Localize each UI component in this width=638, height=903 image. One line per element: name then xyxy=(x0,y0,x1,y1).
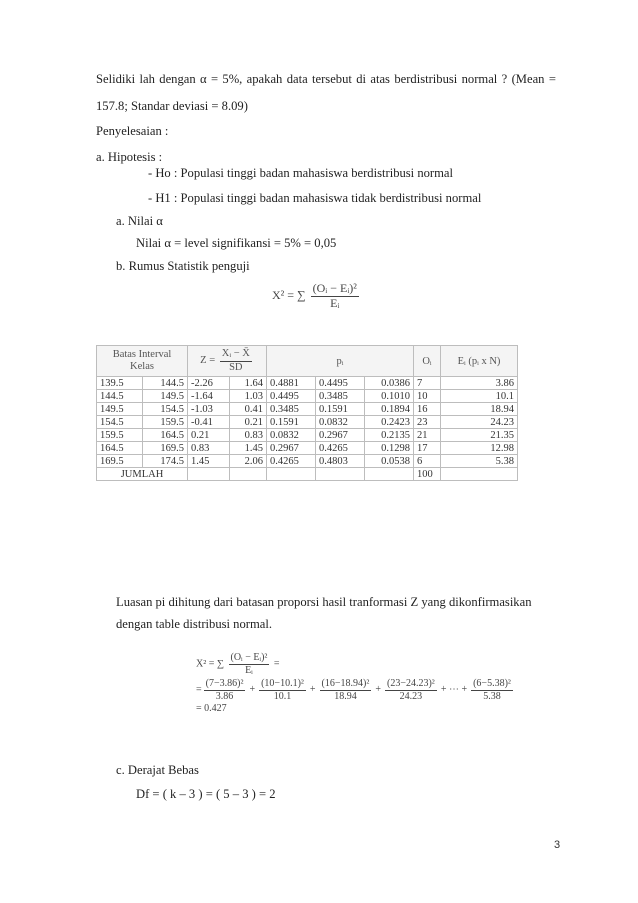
cell-b: 154.5 xyxy=(142,403,188,416)
calc-term xyxy=(385,678,437,702)
chi-square-table xyxy=(96,345,518,481)
cell-p2: 0.3485 xyxy=(316,390,365,403)
calc-operator: + xyxy=(249,684,256,696)
cell-a: 144.5 xyxy=(97,390,143,403)
nilai-alpha-text: Nilai α = level signifikansi = 5% = 0,05 xyxy=(136,236,337,250)
calc-term-denominator: 5.38 xyxy=(483,690,501,702)
calc-fraction xyxy=(229,652,270,676)
calc-term-numerator: (23−24.23)² xyxy=(387,678,435,689)
cell-o: 7 xyxy=(414,377,441,390)
cell-p1: 0.4265 xyxy=(267,455,316,468)
empty-cell xyxy=(365,468,414,481)
empty-cell xyxy=(267,468,316,481)
cell-p: 0.1894 xyxy=(365,403,414,416)
header-z-denominator: SD xyxy=(229,361,243,373)
intro-word: 5%, xyxy=(222,72,243,86)
cell-z1: 1.45 xyxy=(188,455,230,468)
hypothesis-ho: - Ho : Populasi tinggi badan mahasiswa berdistribusi normal xyxy=(148,166,454,180)
cell-z2: 1.45 xyxy=(230,442,267,455)
cell-o: 10 xyxy=(414,390,441,403)
total-label: JUMLAH xyxy=(97,468,188,481)
calc-line-2 xyxy=(196,678,526,702)
cell-o: 21 xyxy=(414,429,441,442)
calc-term-denominator: 10.1 xyxy=(273,690,292,702)
cell-o: 23 xyxy=(414,416,441,429)
intro-word: (Mean xyxy=(511,72,545,86)
cell-a: 159.5 xyxy=(97,429,143,442)
cell-b: 169.5 xyxy=(142,442,188,455)
calc-lhs: X² = ∑ xyxy=(196,658,224,670)
cell-p1: 0.1591 xyxy=(267,416,316,429)
intro-word: = xyxy=(548,72,556,86)
intro-word: di xyxy=(356,72,367,86)
cell-z1: -2.26 xyxy=(188,377,230,390)
table-row xyxy=(97,416,518,429)
chi-square-calculation xyxy=(196,652,526,714)
cell-e: 18.94 xyxy=(441,403,518,416)
luasan-line-1: Luasan pi dihitung dari batasan proporsi hasil tranformasi Z yang dikonfirmasikan xyxy=(116,595,532,609)
cell-a: 169.5 xyxy=(97,455,143,468)
intro-word: = xyxy=(210,72,219,86)
calc-term-numerator: (7−3.86)² xyxy=(205,678,244,689)
table-total-row xyxy=(97,468,518,481)
header-oi: Oᵢ xyxy=(414,346,441,377)
intro-line-1 xyxy=(96,72,556,87)
cell-a: 164.5 xyxy=(97,442,143,455)
cell-a: 154.5 xyxy=(97,416,143,429)
intro-word: berdistribusi xyxy=(394,72,458,86)
cell-p: 0.1298 xyxy=(365,442,414,455)
calc-operator: + xyxy=(309,684,316,696)
cell-o: 6 xyxy=(414,455,441,468)
formula-numerator: (Oᵢ − Eᵢ)² xyxy=(312,281,357,295)
nilai-alpha-label: a. Nilai α xyxy=(116,214,163,228)
chi-square-formula xyxy=(272,282,361,311)
cell-z2: 1.03 xyxy=(230,390,267,403)
cell-b: 174.5 xyxy=(142,455,188,468)
hipotesis-label: a. Hipotesis : xyxy=(96,150,163,164)
intro-word: lah xyxy=(139,72,155,86)
cell-z2: 0.83 xyxy=(230,429,267,442)
cell-z1: -1.64 xyxy=(188,390,230,403)
intro-word: data xyxy=(286,72,308,86)
luasan-line-2: dengan table distribusi normal. xyxy=(116,617,272,631)
rumus-label: b. Rumus Statistik penguji xyxy=(116,259,250,273)
cell-p2: 0.4265 xyxy=(316,442,365,455)
empty-cell xyxy=(230,468,267,481)
cell-b: 159.5 xyxy=(142,416,188,429)
intro-word: atas xyxy=(370,72,390,86)
calc-result: = 0.427 xyxy=(196,703,227,714)
cell-p: 0.2423 xyxy=(365,416,414,429)
cell-p2: 0.4495 xyxy=(316,377,365,390)
cell-p: 0.0538 xyxy=(365,455,414,468)
page-number: 3 xyxy=(554,839,561,851)
calc-numerator: (Oᵢ − Eᵢ)² xyxy=(230,652,268,663)
empty-cell xyxy=(188,468,230,481)
intro-line-2: 157.8; Standar deviasi = 8.09) xyxy=(96,99,248,113)
intro-word: normal xyxy=(461,72,498,86)
intro-word: α xyxy=(199,72,207,86)
header-z-numerator: Xᵢ − X̄ xyxy=(220,348,252,361)
intro-word: apakah xyxy=(246,72,283,86)
empty-cell xyxy=(316,468,365,481)
derajat-text: Df = ( k – 3 ) = ( 5 – 3 ) = 2 xyxy=(136,787,276,801)
intro-word: dengan xyxy=(159,72,196,86)
penyelesaian-label: Penyelesaian : xyxy=(96,124,169,138)
header-batas: Batas Interval Kelas xyxy=(97,346,188,377)
table-row xyxy=(97,377,518,390)
header-ei: Eᵢ (pᵢ x N) xyxy=(441,346,518,377)
calc-term xyxy=(320,678,372,702)
calc-denominator: Eᵢ xyxy=(245,664,253,676)
cell-o: 17 xyxy=(414,442,441,455)
header-pi: pᵢ xyxy=(267,346,414,377)
formula-denominator: Eᵢ xyxy=(330,295,340,310)
cell-p1: 0.0832 xyxy=(267,429,316,442)
cell-e: 12.98 xyxy=(441,442,518,455)
cell-p: 0.1010 xyxy=(365,390,414,403)
calc-term-numerator: (16−18.94)² xyxy=(321,678,370,689)
header-z-lhs: Z = xyxy=(200,355,216,367)
cell-e: 10.1 xyxy=(441,390,518,403)
cell-e: 5.38 xyxy=(441,455,518,468)
calc-term-numerator: (10−10.1)² xyxy=(261,678,304,689)
formula-lhs: X² = ∑ xyxy=(272,288,306,303)
table-row xyxy=(97,455,518,468)
cell-p1: 0.4495 xyxy=(267,390,316,403)
cell-p: 0.2135 xyxy=(365,429,414,442)
cell-p1: 0.2967 xyxy=(267,442,316,455)
intro-word: tersebut xyxy=(312,72,352,86)
intro-word: Selidiki xyxy=(96,72,136,86)
calc-term xyxy=(471,678,513,702)
calc-term xyxy=(259,678,306,702)
header-z xyxy=(188,346,267,377)
calc-operator: + ⋯ + xyxy=(440,684,468,696)
cell-z1: -0.41 xyxy=(188,416,230,429)
cell-b: 144.5 xyxy=(142,377,188,390)
header-z-fraction xyxy=(220,348,252,373)
cell-p2: 0.0832 xyxy=(316,416,365,429)
cell-o: 16 xyxy=(414,403,441,416)
cell-e: 21.35 xyxy=(441,429,518,442)
cell-b: 149.5 xyxy=(142,390,188,403)
cell-z1: -1.03 xyxy=(188,403,230,416)
calc-operator: + xyxy=(375,684,381,696)
calc-term-denominator: 18.94 xyxy=(334,690,357,702)
calc-line-1 xyxy=(196,652,526,676)
intro-word: ? xyxy=(501,72,508,86)
cell-z2: 0.41 xyxy=(230,403,267,416)
cell-b: 164.5 xyxy=(142,429,188,442)
table-row xyxy=(97,390,518,403)
empty-cell xyxy=(441,468,518,481)
cell-z1: 0.83 xyxy=(188,442,230,455)
calc-term-numerator: (6−5.38)² xyxy=(473,678,511,689)
cell-z2: 2.06 xyxy=(230,455,267,468)
calc-term xyxy=(204,678,246,702)
cell-z2: 0.21 xyxy=(230,416,267,429)
cell-p2: 0.4803 xyxy=(316,455,365,468)
table-header-row xyxy=(97,346,518,377)
total-o: 100 xyxy=(414,468,441,481)
cell-z2: 1.64 xyxy=(230,377,267,390)
cell-p1: 0.4881 xyxy=(267,377,316,390)
table-row xyxy=(97,403,518,416)
cell-e: 3.86 xyxy=(441,377,518,390)
cell-z1: 0.21 xyxy=(188,429,230,442)
cell-p: 0.0386 xyxy=(365,377,414,390)
cell-p1: 0.3485 xyxy=(267,403,316,416)
derajat-label: c. Derajat Bebas xyxy=(116,763,199,777)
cell-a: 149.5 xyxy=(97,403,143,416)
calc-equals: = xyxy=(273,658,280,670)
hypothesis-h1: - H1 : Populasi tinggi badan mahasiswa tidak berdistribusi normal xyxy=(148,191,482,205)
cell-p2: 0.1591 xyxy=(316,403,365,416)
cell-p2: 0.2967 xyxy=(316,429,365,442)
cell-e: 24.23 xyxy=(441,416,518,429)
formula-fraction xyxy=(311,282,359,311)
calc-term-equals: = xyxy=(196,684,202,696)
table-row xyxy=(97,442,518,455)
calc-term-denominator: 3.86 xyxy=(215,690,234,702)
calc-term-denominator: 24.23 xyxy=(399,690,423,702)
table-row xyxy=(97,429,518,442)
cell-a: 139.5 xyxy=(97,377,143,390)
